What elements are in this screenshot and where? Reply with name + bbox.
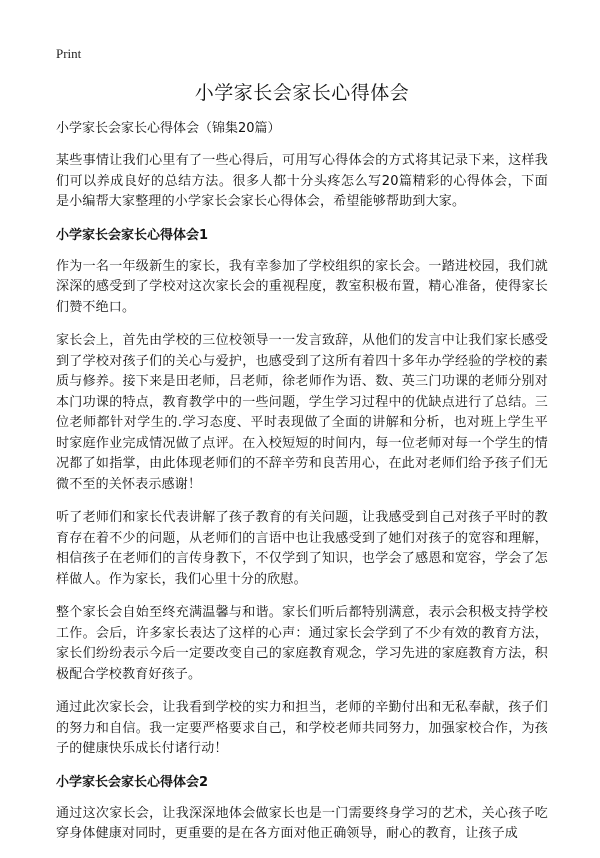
section1-paragraph: 作为一名一年级新生的家长，我有幸参加了学校组织的家长会。一踏进校园，我们就深深的感受到了学校对这次家长会的重视程度，教室积极布置，精心准备，使得家长们赞不绝口。: [56, 258, 548, 315]
document-subtitle: 小学家长会家长心得体会（锦集20篇）: [56, 121, 281, 136]
section-heading-1: 小学家长会家长心得体会1: [56, 227, 209, 243]
section1-paragraph: 听了老师们和家长代表讲解了孩子教育的有关问题，让我感受到自己对孩子平时的教育存在着不少的问题，从老师们的言语中也让我感受到了她们对孩子的宽容和理解，相信孩子在老师们的言传身教下，不仅学到了知识，也学会了感恩和宽容，学会了怎样做人。作为家长，我们心里十分的欣慰。: [56, 510, 548, 587]
section-heading-2: 小学家长会家长心得体会2: [56, 774, 209, 790]
section2-paragraph: 通过这次家长会，让我深深地体会做家长也是一门需要终身学习的艺术，关心孩子吃穿身体健康对同时，更重要的是在各方面对他正确领导，耐心的教育，让孩子成: [56, 805, 548, 841]
print-link[interactable]: Print: [56, 46, 82, 61]
page-title: 小学家长会家长心得体会: [194, 82, 410, 104]
section1-paragraph: 家长会上，首先由学校的三位校领导一一发言致辞，从他们的发言中让我们家长感受到了学校对孩子们的关心与爱护，也感受到了这所有着四十多年办学经验的学校的素质与修养。接下来是田老师，吕老师，徐老师作为语、数、英三门功课的老师分别对本门功课的特点，教育教学中的一些问题，学生学习过程中的优缺点进行了总结。三位老师都针对学生的.学习态度、平时表现做了全面的讲解和分析，也对班上学生平时家庭作业完成情况做了点评。在入校短短的时间内，每一位老师对每一个学生的情况都了如指掌，由此体现老师们的不辞辛劳和良苦用心，在此对老师们给予孩子们无微不至的关怀表示感谢！: [56, 333, 548, 492]
section1-paragraph: 通过此次家长会，让我看到学校的实力和担当，老师的辛勤付出和无私奉献，孩子们的努力和自信。我一定要严格要求自己，和学校老师共同努力，加强家校合作，为孩子的健康快乐成长付诸行动！: [56, 700, 548, 756]
intro-paragraph: 某些事情让我们心里有了一些心得后，可用写心得体会的方式将其记录下来，这样我们可以养成良好的总结方法。很多人都十分头疼怎么写20篇精彩的心得体会，下面是小编帮大家整理的小学家长会家长心得体会，希望能够帮助到大家。: [56, 153, 548, 209]
section1-paragraph: 整个家长会自始至终充满温馨与和谐。家长们听后都特别满意，表示会积极支持学校工作。会后，许多家长表达了这样的心声：通过家长会学到了不少有效的教育方法，家长们纷纷表示今后一定要改变自己的家庭教育观念，学习先进的家庭教育方法，积极配合学校教育好孩子。: [56, 605, 548, 682]
document-body: [56, 78, 548, 858]
